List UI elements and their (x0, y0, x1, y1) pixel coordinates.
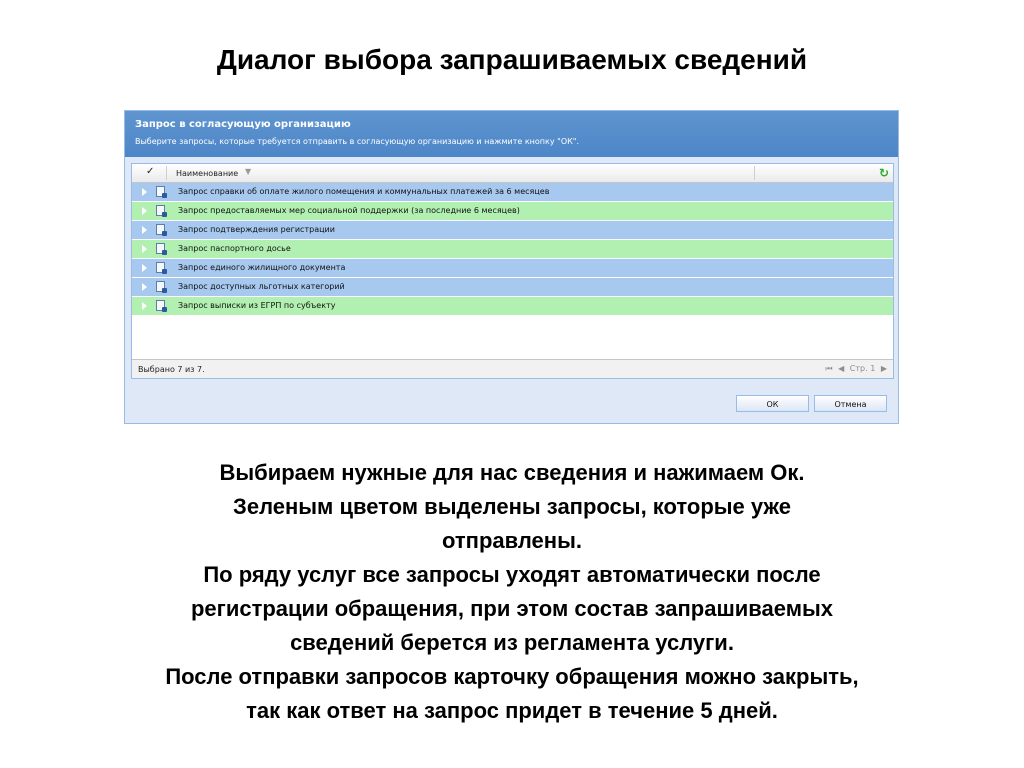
row-label: Запрос справки об оплате жилого помещения и коммунальных платежей за 6 месяцев (178, 187, 550, 196)
column-separator (166, 166, 167, 180)
document-icon (156, 205, 165, 216)
page-label: Стр. 1 (849, 364, 876, 373)
row-label: Запрос подтверждения регистрации (178, 225, 335, 234)
expand-arrow-icon[interactable] (142, 264, 147, 272)
sort-down-icon[interactable]: ▼ (245, 167, 252, 176)
pager (822, 364, 887, 374)
column-header-name[interactable]: Наименование (176, 169, 239, 178)
dialog-hint: Выберите запросы, которые требуется отправить в согласующую организацию и нажмите кнопку "ОК". (135, 137, 580, 146)
document-icon (156, 281, 165, 292)
expand-arrow-icon[interactable] (142, 302, 147, 310)
selected-count: Выбрано 7 из 7. (138, 365, 205, 374)
first-page-icon[interactable]: ⏮ (825, 364, 833, 373)
caption-line: По ряду услуг все запросы уходят автоматически после (203, 562, 821, 587)
expand-arrow-icon[interactable] (142, 245, 147, 253)
grid-footer (132, 359, 893, 378)
next-page-icon[interactable]: ▶ (880, 364, 887, 373)
row-label: Запрос единого жилищного документа (178, 263, 346, 272)
prev-page-icon[interactable]: ◀ (838, 364, 845, 373)
caption-line: отправлены. (442, 528, 582, 553)
caption-line: сведений берется из регламента услуги. (290, 630, 734, 655)
requests-grid (131, 163, 894, 379)
dialog-footer (125, 379, 898, 425)
dialog-header (125, 111, 898, 157)
row-label: Запрос доступных льготных категорий (178, 282, 345, 291)
table-row[interactable] (132, 278, 893, 296)
table-row[interactable] (132, 202, 893, 220)
table-row[interactable] (132, 259, 893, 277)
document-icon (156, 243, 165, 254)
caption-line: Выбираем нужные для нас сведения и нажимаем Ок. (219, 460, 805, 485)
caption-line: Зеленым цветом выделены запросы, которые уже (233, 494, 791, 519)
table-row[interactable] (132, 297, 893, 315)
ok-button[interactable]: ОК (736, 395, 809, 412)
select-all-checkbox[interactable]: ✓ (146, 166, 155, 177)
row-label: Запрос предоставляемых мер социальной поддержки (за последние 6 месяцев) (178, 206, 520, 215)
expand-arrow-icon[interactable] (142, 188, 147, 196)
dialog-title: Запрос в согласующую организацию (135, 119, 351, 130)
table-row[interactable] (132, 183, 893, 201)
document-icon (156, 186, 165, 197)
row-label: Запрос паспортного досье (178, 244, 291, 253)
row-label: Запрос выписки из ЕГРП по субъекту (178, 301, 336, 310)
caption-line: регистрации обращения, при этом состав запрашиваемых (190, 596, 834, 621)
caption-line: После отправки запросов карточку обращения можно закрыть, (165, 664, 859, 689)
table-row[interactable] (132, 221, 893, 239)
slide-title: Диалог выбора запрашиваемых сведений (216, 44, 808, 75)
grid-header (132, 164, 893, 183)
expand-arrow-icon[interactable] (142, 207, 147, 215)
cancel-button[interactable]: Отмена (814, 395, 887, 412)
document-icon (156, 224, 165, 235)
column-separator (754, 166, 755, 180)
refresh-icon[interactable]: ↻ (878, 166, 889, 180)
table-row[interactable] (132, 240, 893, 258)
expand-arrow-icon[interactable] (142, 226, 147, 234)
grid-rows (132, 183, 893, 316)
document-icon (156, 300, 165, 311)
slide-caption (20, 456, 1004, 728)
document-icon (156, 262, 165, 273)
caption-line: так как ответ на запрос придет в течение 5 дней. (246, 698, 778, 723)
expand-arrow-icon[interactable] (142, 283, 147, 291)
request-dialog (124, 110, 899, 424)
